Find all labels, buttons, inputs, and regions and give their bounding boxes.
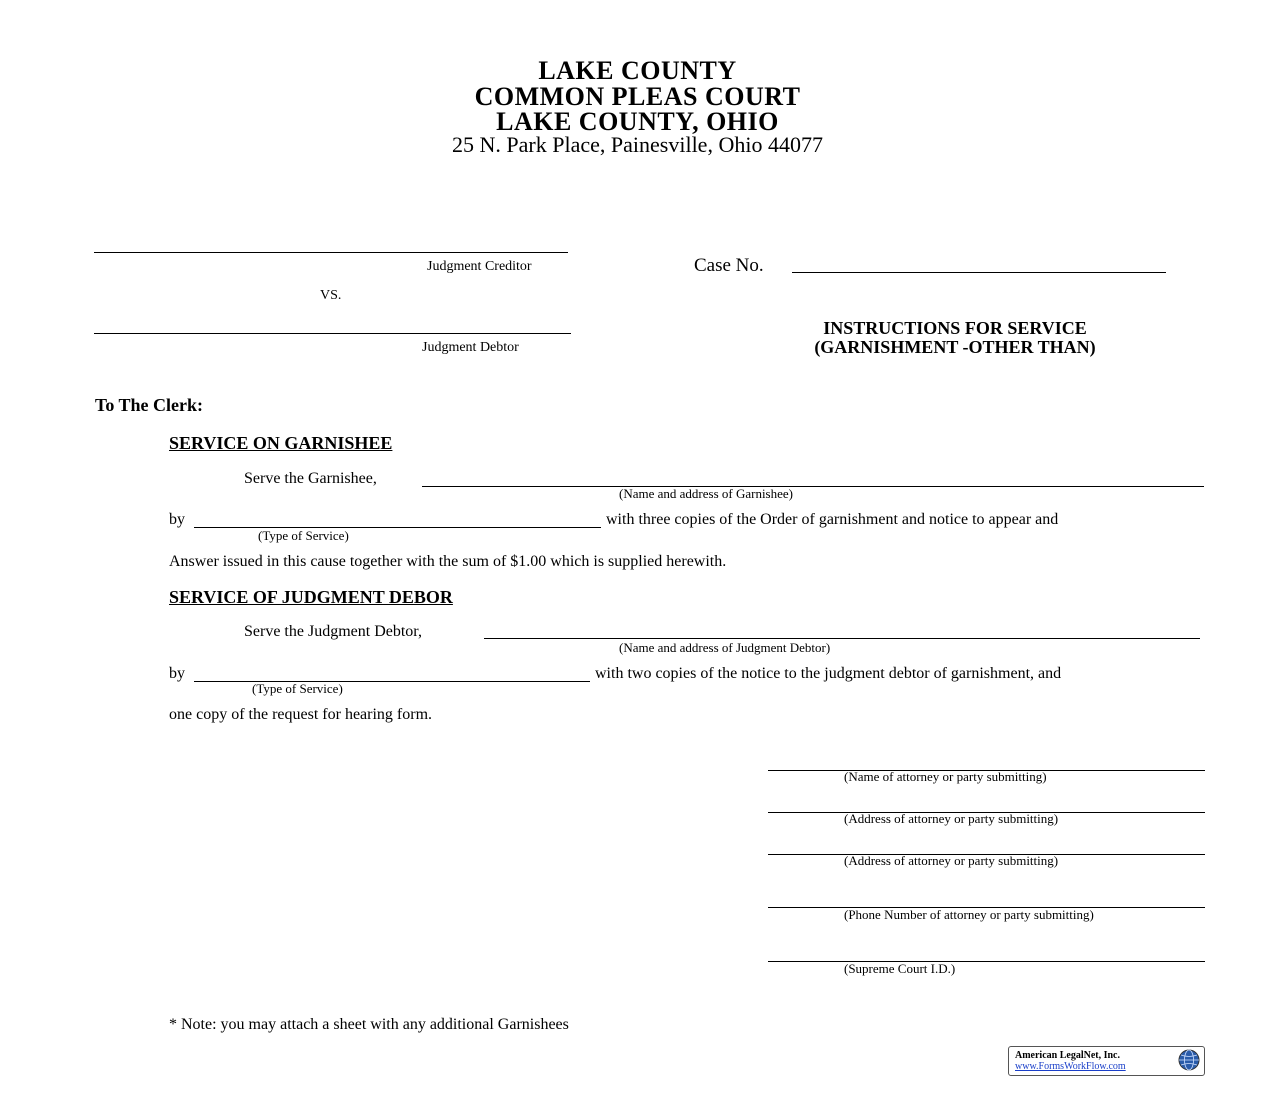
judgment-creditor-line[interactable]: [94, 252, 568, 253]
form-title-line2: (GARNISHMENT -OTHER THAN): [814, 337, 1096, 357]
case-number-field[interactable]: [792, 272, 1166, 273]
garnishee-by-label: by: [169, 511, 185, 528]
case-number-label: Case No.: [694, 255, 764, 276]
court-name-title: COMMON PLEAS COURT: [474, 82, 801, 111]
debtor-name-address-field[interactable]: [484, 638, 1200, 639]
to-the-clerk: To The Clerk:: [95, 395, 204, 415]
garnishee-service-type-field[interactable]: [194, 527, 601, 528]
request-hearing-text: one copy of the request for hearing form.: [169, 706, 433, 723]
debtor-by-label: by: [169, 665, 185, 682]
court-county-title: LAKE COUNTY: [538, 56, 737, 85]
serve-garnishee-text: Serve the Garnishee,: [244, 470, 377, 487]
judgment-debtor-line[interactable]: [94, 333, 571, 334]
debtor-section-heading: SERVICE OF JUDGMENT DEBOR: [169, 587, 453, 607]
supreme-court-id-caption: (Supreme Court I.D.): [844, 961, 956, 976]
supreme-court-id-field[interactable]: [768, 961, 1205, 962]
globe-icon: [1178, 1049, 1200, 1071]
versus-label: VS.: [320, 288, 342, 303]
logo-website-link[interactable]: www.FormsWorkFlow.com: [1015, 1061, 1126, 1072]
debtor-with-text: with two copies of the notice to the judgment debtor of garnishment, and: [595, 665, 1062, 682]
court-address: 25 N. Park Place, Painesville, Ohio 44077: [452, 132, 823, 157]
attorney-name-caption: (Name of attorney or party submitting): [844, 769, 1047, 784]
garnishee-name-address-field[interactable]: [422, 486, 1204, 487]
additional-garnishees-note: * Note: you may attach a sheet with any additional Garnishees: [169, 1016, 569, 1033]
garnishee-section-heading: SERVICE ON GARNISHEE: [169, 433, 393, 453]
answer-text: Answer issued in this cause together with the sum of $1.00 which is supplied herewith.: [169, 553, 727, 570]
court-state-title: LAKE COUNTY, OHIO: [496, 107, 779, 136]
attorney-address-caption-1: (Address of attorney or party submitting): [844, 811, 1059, 826]
american-legalnet-logo[interactable]: [1008, 1046, 1205, 1076]
logo-company-name: American LegalNet, Inc.: [1015, 1050, 1120, 1061]
attorney-address-caption-2: (Address of attorney or party submitting): [844, 853, 1059, 868]
judgment-debtor-label: Judgment Debtor: [422, 340, 519, 355]
serve-debtor-text: Serve the Judgment Debtor,: [244, 623, 422, 640]
judgment-creditor-label: Judgment Creditor: [427, 259, 532, 274]
form-title-line1: INSTRUCTIONS FOR SERVICE: [823, 318, 1087, 338]
attorney-phone-caption: (Phone Number of attorney or party submitting): [844, 907, 1094, 922]
debtor-name-caption: (Name and address of Judgment Debtor): [619, 640, 831, 655]
garnishee-type-caption: (Type of Service): [258, 528, 349, 543]
debtor-type-caption: (Type of Service): [252, 681, 343, 696]
garnishee-with-text: with three copies of the Order of garnishment and notice to appear and: [606, 511, 1059, 528]
garnishee-name-caption: (Name and address of Garnishee): [619, 486, 793, 501]
